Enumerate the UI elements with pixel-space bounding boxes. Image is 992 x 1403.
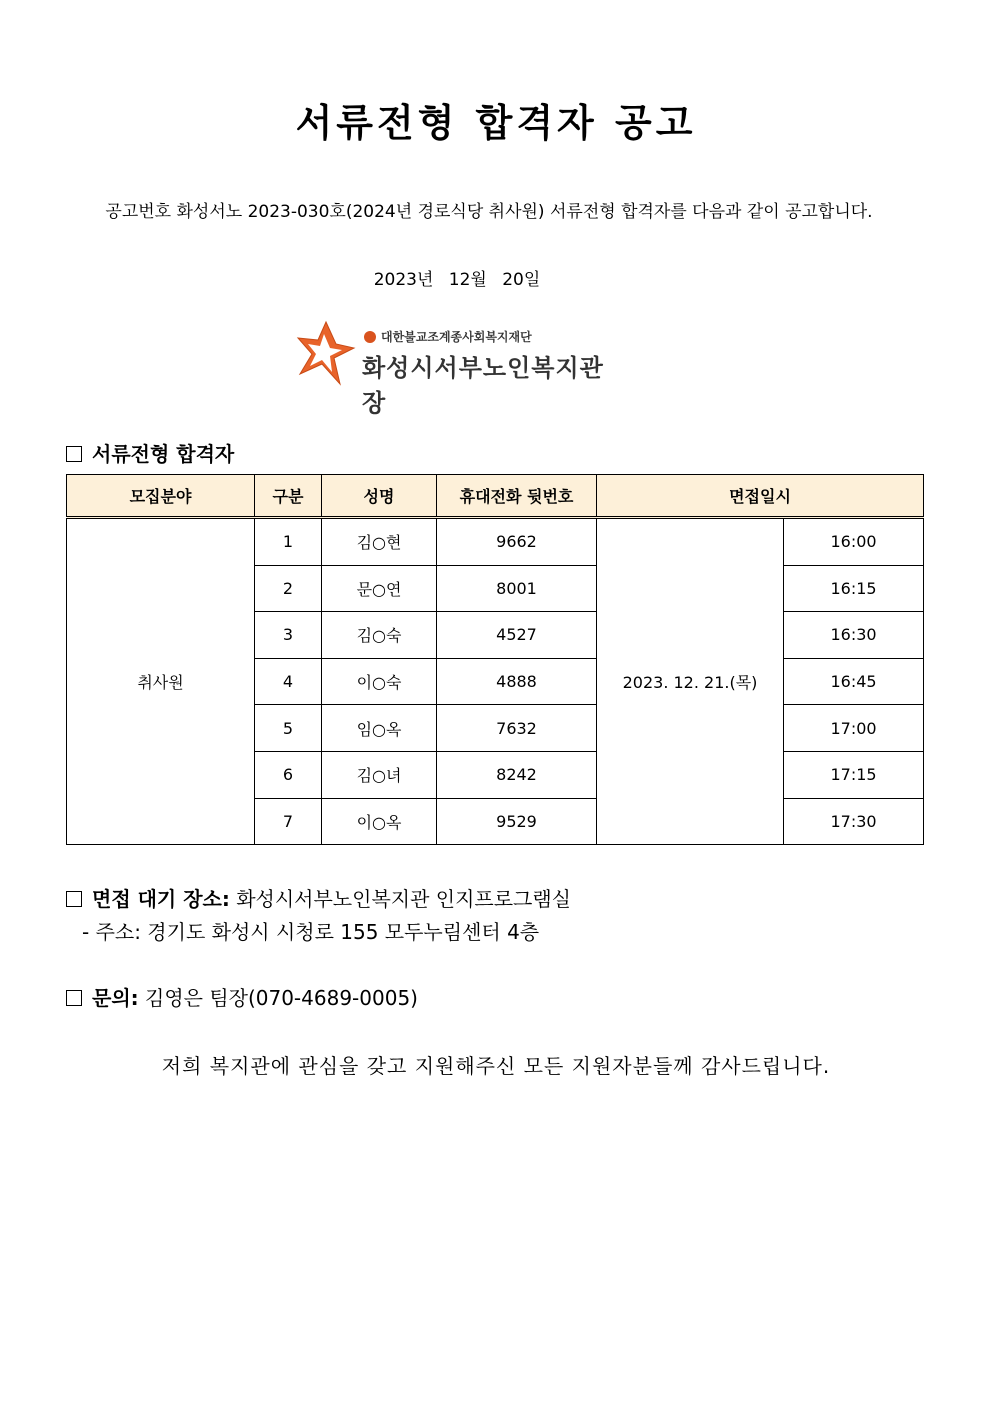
phone-cell: 4527 [437,612,597,659]
section-inquiry [66,982,418,1011]
phone-cell: 7632 [437,705,597,752]
section-passers-title: 서류전형 합격자 [66,438,234,467]
address-line: - 주소: 경기도 화성시 시청로 155 모두누림센터 4층 [82,920,540,944]
table-header-row [67,475,924,518]
number-cell: 7 [255,798,322,845]
time-cell: 16:30 [784,612,924,659]
temple-mark-icon [364,331,376,343]
phone-cell: 9529 [437,798,597,845]
name-cell: 이○숙 [322,658,437,705]
page-title: 서류전형 합격자 공고 [295,101,697,145]
time-cell: 17:30 [784,798,924,845]
name-cell: 김○숙 [322,612,437,659]
name-cell: 문○연 [322,565,437,612]
phone-cell: 8242 [437,751,597,798]
number-cell: 4 [255,658,322,705]
square-bullet-icon [66,891,82,907]
field-cell: 취사원 [67,518,255,845]
header-name: 성명 [322,475,437,518]
number-cell: 6 [255,751,322,798]
inquiry-value: 김영은 팀장(070-4689-0005) [145,986,418,1010]
phone-cell: 9662 [437,518,597,566]
header-phone: 휴대전화 뒷번호 [437,475,597,518]
interview-date-cell: 2023. 12. 21.(목) [597,518,784,845]
time-cell: 17:00 [784,705,924,752]
intro-text: 공고번호 화성서노 2023-030호(2024년 경로식당 취사원) 서류전형 합격자를 다음과 같이 공고합니다. [105,202,873,222]
header-number: 구분 [255,475,322,518]
star-logo-icon [296,318,356,390]
header-interview: 면접일시 [597,475,924,518]
number-cell: 5 [255,705,322,752]
inquiry-label: 문의: [92,986,139,1010]
time-cell: 16:15 [784,565,924,612]
announcement-date: 2023년 12월 20일 [373,270,541,290]
name-cell: 이○옥 [322,798,437,845]
waiting-value: 화성시서부노인복지관 인지프로그램실 [236,887,572,911]
header-field: 모집분야 [67,475,255,518]
name-cell: 김○녀 [322,751,437,798]
org-small-label: 대한불교조계종사회복지재단 [364,328,532,345]
time-cell: 16:45 [784,658,924,705]
phone-cell: 4888 [437,658,597,705]
section-waiting-place [66,883,571,912]
time-cell: 16:00 [784,518,924,566]
number-cell: 2 [255,565,322,612]
waiting-label: 면접 대기 장소: [92,887,230,911]
passers-table [66,474,924,845]
phone-cell: 8001 [437,565,597,612]
org-name-label: 화성시서부노인복지관장 [362,354,604,417]
table-row [67,518,924,566]
square-bullet-icon [66,990,82,1006]
number-cell: 1 [255,518,322,566]
number-cell: 3 [255,612,322,659]
time-cell: 17:15 [784,751,924,798]
closing-text: 저희 복지관에 관심을 갖고 지원해주신 모든 지원자분들께 감사드립니다. [161,1054,831,1078]
name-cell: 김○현 [322,518,437,566]
organization-logo [296,318,626,417]
square-bullet-icon [66,446,82,462]
name-cell: 임○옥 [322,705,437,752]
